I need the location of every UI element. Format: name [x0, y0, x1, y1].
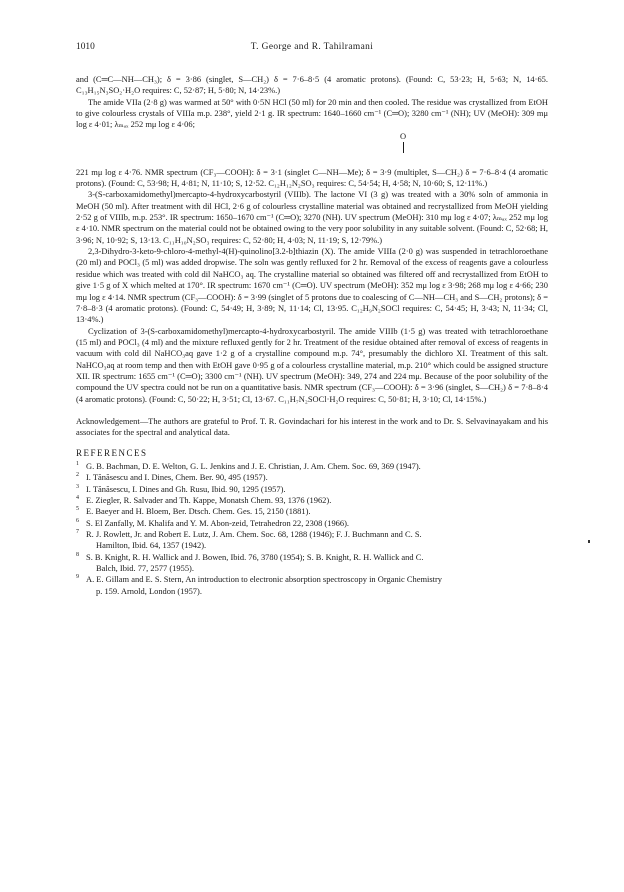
reference-text: G. B. Bachman, D. E. Welton, G. L. Jenkins and J. E. Christian, J. Am. Chem. Soc. 69, 369 (1947). [86, 460, 421, 471]
references-heading: REFERENCES [76, 447, 148, 458]
reference-number: 4 [76, 495, 79, 501]
reference-number: 6 [76, 517, 79, 524]
article-body [76, 74, 548, 597]
reference-text-continued: p. 159. Arnold, London (1957). [96, 585, 202, 596]
reference-item [76, 552, 548, 575]
paragraph-nmr-viiia: 221 mμ log ε 4·76. NMR spectrum (CF₃—COOH): δ = 3·1 (singlet C—NH—Me); δ = 3·9 (multiplet, S—CH₂) δ = 7·6–8·4 (4 aromatic protons). (Found: C, 53·98; H, 4·81; N, 11·10; S, 12·52. C₁₂H₁₂N₂SO₃ requires: C, 54·54; H, 4·58; N, 10·60; S, 12·11%.) [76, 166, 548, 189]
reference-item [76, 574, 548, 597]
reference-number: 1 [76, 460, 79, 467]
carbonyl-double-bond [403, 142, 404, 153]
reference-text: E. Ziegler, R. Salvader and Th. Kappe, Monatsh Chem. 93, 1376 (1962). [86, 495, 332, 505]
reference-text-continued: Hamilton, Ibid. 64, 1357 (1942). [96, 540, 207, 551]
reference-text: I. Tănăsescu and I. Dines, Chem. Ber. 90, 495 (1957). [86, 472, 268, 483]
paragraph-cyclization: Cyclization of 3-(S-carboxamidomethyl)mercapto-4-hydroxycarbostyril. The amide VIIIb (1·5 g) was treated with tetrachloroethane (15 ml) and POCl₃ (4 ml) and the mixture refluxed gently for 2 hr. Treatment of the residue obtained after removal of excess of reagents in vacuum with cold dil NaHCO₃aq gave 1·2 g of a crystalline compound m.p. 74°, presumably the dichloro XI. Treatment of this salt. NaHCO₃aq at room temp and then with EtOH gave 0·95 g of a colourless crystalline material, m.p. 210° which could be assigned structure XII. IR spectrum: 1655 cm⁻¹ (C═O); 3300 cm⁻¹ (NH). UV spectrum (MeOH): 349, 274 and 224 mμ. Because of the poor solubility of the compound the UV spectra could not be run on a quantitative basis. NMR spectrum (CF₃—COOH): δ = 3·96 (singlet, S—CH₂) δ = 7·8–8·4 (4 aromatic protons). (Found: C, 50·22; H, 3·51; Cl, 13·67. C₁₁H₇N₂SOCl·H₂O requires: C, 50·81; H, 3·10; Cl, 14·15%.) [76, 325, 548, 404]
reference-number: 7 [76, 529, 79, 536]
reference-number: 2 [76, 472, 79, 479]
reference-number: 9 [76, 574, 79, 581]
paragraph-amide-viia: The amide VIIa (2·8 g) was warmed at 50° with 0·5N HCl (50 ml) for 20 min and then cooled. The residue was crystallized from EtOH to give colourless crystals of VIIIa m.p. 238°, yield 2·1 g. IR spectrum: 1640–1660 cm⁻¹ (C═O); 3280 cm⁻¹ (NH); UV (MeOH): 309 mμ log ε 4·01; λₘₐₓ 252 mμ log ε 4·06; [76, 96, 548, 130]
reference-text: E. Baeyer and H. Bloem, Ber. Dtsch. Chem. Ges. 15, 2150 (1881). [86, 506, 311, 517]
margin-speck [588, 540, 590, 543]
carbonyl-structure-mark [76, 131, 548, 167]
reference-item [76, 472, 548, 483]
paragraph-thiazin-x: 2,3-Dihydro-3-keto-9-chloro-4-methyl-4(H)-quinolino[3.2-b]thiazin (X). The amide VIIIa (2·0 g) was suspended in tetrachloroethane (20 ml) and POCl₃ (5 ml) was added dropwise. The soln was gently refluxed for 2 hr. Removal of the excess of reagents gave a colourless residue which was treated with cold dil NaHCO₃ aq. The crystalline material so obtained was filtered off and recrystallized from EtOH to give 1·5 g of X which melted at 170°. IR spectrum: 1670 cm⁻¹ (C═O). UV spectrum (MeOH): 352 mμ log ε 3·98; 268 mμ log ε 4·66; 230 mμ log ε 4·14. NMR spectrum (CF₃—COOH): δ = 3·99 (singlet of 5 protons due to coalescing of C—NH—CH₃ and S—CH₂ protons); δ = 7·8–8·3 (4 aromatic protons). (Found: C, 54·49; H, 3·89; N, 11·14; Cl, 13·95. C₁₂H₉N₂SOCl requires: C, 54·45; H, 3·43; N, 11·34; Cl, 13·4%.) [76, 246, 548, 325]
paragraph-viiib: 3-(S-carboxamidomethyl)mercapto-4-hydroxycarbostyril (VIIIb). The lactone VI (3 g) was treated with a 30% soln of ammonia in MeOH (50 ml). After treatment with dil HCl, 2·6 g of colourless crystalline material was obtained and recrystallized from MeOH yielding 2·52 g of VIIIb, m.p. 253°. IR spectrum: 1650–1670 cm⁻¹ (C═O); 3270 (NH). UV spectrum (MeOH): 310 mμ log ε 4·07; λₘₐₓ 252 mμ log ε 4·10. NMR spectrum on the material could not be obtained owing to the very poor solubility in any suitable solvent. (Found: C, 52·68; H, 3·96; N, 10·92; S, 13·13. C₁₁H₁₀N₂SO₃ requires: C, 52·80; H, 4·03; N, 11·19; S, 12·79%.) [76, 189, 548, 245]
reference-item [76, 518, 548, 529]
paragraph-continuation: and (C═C—NH—CH₃); δ = 3·86 (singlet, S—CH₂) δ = 7·6–8·5 (4 aromatic protons). (Found: C, 53·23; H, 5·63; N, 14·65. C₁₃H₁₅N₃SO₂·H₂O requires: C, 52·87; H, 5·80; N, 14·23%.) [76, 74, 548, 96]
reference-item [76, 461, 548, 472]
reference-number: 3 [76, 483, 79, 490]
page-number: 1010 [76, 42, 95, 52]
reference-item [76, 529, 548, 552]
reference-number: 5 [76, 506, 79, 513]
reference-text: S. El Zanfally, M. Khalifa and Y. M. Abon-zeid, Tetrahedron 22, 2308 (1966). [86, 517, 350, 528]
reference-number: 8 [76, 551, 79, 558]
reference-item [76, 495, 548, 506]
acknowledgement: Acknowledgement—The authors are grateful to Prof. T. R. Govindachari for his interest in the work and to Dr. S. Selvavinayakam and his associates for the spectral and analytical data. [76, 415, 548, 438]
reference-text: R. J. Rowlett, Jr. and Robert E. Lutz, J. Am. Chem. Soc. 68, 1288 (1946); F. J. Buchmann and C. S. [86, 529, 422, 540]
carbonyl-oxygen-label: O [400, 130, 407, 141]
running-head-authors: T. George and R. Tahilramani [250, 42, 374, 52]
reference-text-continued: Balch, Ibid. 77, 2577 (1955). [96, 563, 194, 574]
reference-item [76, 506, 548, 517]
reference-text: I. Tănăsescu, I. Dines and Gh. Rusu, Ibid. 90, 1295 (1957). [86, 483, 286, 494]
reference-text: S. B. Knight, R. H. Wallick and J. Bowen, Ibid. 76, 3780 (1954); S. B. Knight, R. H. Wallick and C. [86, 551, 424, 562]
reference-text: A. E. Gillam and E. S. Stern, An introduction to electronic absorption spectroscopy in Organic Chemistry [86, 574, 443, 585]
references-list [76, 461, 548, 597]
reference-item [76, 484, 548, 495]
